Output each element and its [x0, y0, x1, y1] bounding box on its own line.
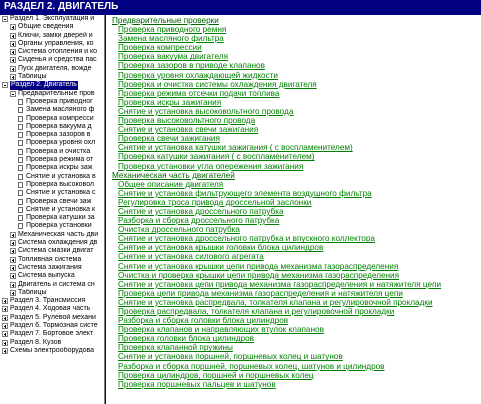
tree-item[interactable]: [0, 198, 104, 206]
document-icon: [18, 223, 23, 229]
expand-icon[interactable]: [2, 331, 8, 337]
expand-icon[interactable]: [10, 232, 16, 238]
tree-item-label: Раздел 6. Тормозная систе: [10, 321, 98, 329]
tree-item-label: Замена масляного ф: [26, 106, 95, 114]
topic-link[interactable]: Снятие и установка поршней, поршневых колец и шатунов: [118, 352, 343, 362]
tree-item-label: Проверка компресси: [26, 114, 94, 122]
tree-item-label: Снятие и установка в: [26, 172, 96, 180]
tree-item[interactable]: [0, 322, 104, 330]
topic-link[interactable]: Снятие и установка дроссельного патрубка: [118, 206, 284, 216]
tree-item-label: Проверка свечи заж: [26, 197, 92, 205]
expand-icon[interactable]: [10, 265, 16, 271]
tree-item[interactable]: [0, 48, 104, 56]
tree-item[interactable]: [0, 181, 104, 189]
tree-item[interactable]: [0, 73, 104, 81]
tree-item[interactable]: [0, 56, 104, 64]
topic-link[interactable]: Проверка и очистка системы охлаждения двигателя: [118, 79, 317, 89]
topic-link[interactable]: Проверка свечи зажигания: [118, 134, 220, 144]
tree-item[interactable]: [0, 330, 104, 338]
tree-item-label: Пуск двигателя, вожде: [18, 64, 92, 72]
tree-item-label: Система отопления и ко: [18, 48, 98, 56]
tree-item[interactable]: [0, 40, 104, 48]
tree-item-label: Проверка уровня охл: [26, 139, 96, 147]
topic-link[interactable]: Проверка искры зажигания: [118, 97, 222, 107]
expand-icon[interactable]: [10, 273, 16, 279]
topic-link[interactable]: Проверка цилиндров, поршней и поршневых колец: [118, 370, 314, 380]
expand-icon[interactable]: [10, 240, 16, 246]
expand-icon[interactable]: [10, 248, 16, 254]
tree-item-label: Раздел 7. Бортовое элект: [10, 330, 94, 338]
topic-link[interactable]: Проверка поршневых пальцев и шатунов: [118, 379, 276, 389]
tree-item[interactable]: [0, 164, 104, 172]
topic-link[interactable]: Проверка высоковольтного провода: [118, 116, 256, 126]
tree-item-label: Схемы электрооборудова: [10, 346, 95, 354]
tree-item-label: Раздел 2. Двигатель: [11, 81, 77, 89]
topic-link[interactable]: Снятие и установка высоковольтного провода: [118, 106, 294, 116]
tree-item-label: Сиденья и средства пас: [18, 56, 97, 64]
tree-item-label: Система выпуска: [18, 272, 75, 280]
expand-icon[interactable]: [2, 306, 8, 312]
tree-item-label: Механическая часть дви: [18, 230, 99, 238]
topic-link[interactable]: Снятие и установка цепи привода механизма газораспределения и натяжителя цепи: [118, 279, 442, 289]
tree-item[interactable]: [0, 239, 104, 247]
tree-item-label: Раздел 1. Эксплуатация и: [10, 15, 95, 22]
section-heading-link[interactable]: Механическая часть двигателей: [112, 170, 235, 180]
document-icon: [18, 116, 23, 122]
topic-link[interactable]: Замена масляного фильтра: [118, 34, 224, 44]
expand-icon[interactable]: [10, 290, 16, 296]
topic-link[interactable]: Очистка дроссельного патрубка: [118, 225, 240, 235]
topic-link[interactable]: Очистка и проверка крышки цепи привода механизма газораспределения: [118, 270, 400, 280]
collapse-icon[interactable]: [2, 16, 8, 22]
topic-link[interactable]: Снятие и установка крышки цепи привода механизма газораспределения: [118, 261, 399, 271]
topic-link[interactable]: Общее описание двигателя: [118, 179, 224, 189]
document-icon: [18, 215, 23, 221]
tree-item[interactable]: [0, 173, 104, 181]
topic-link[interactable]: Проверка клапанной пружины: [118, 343, 233, 353]
collapse-icon[interactable]: [2, 82, 8, 88]
tree-item[interactable]: [0, 81, 104, 89]
tree-item-label: Раздел 5. Рулевой механи: [10, 313, 96, 321]
tree-item-label: Снятие и установка к: [26, 205, 96, 213]
expand-icon[interactable]: [10, 257, 16, 263]
tree-item[interactable]: [0, 256, 104, 264]
tree-item[interactable]: [0, 156, 104, 164]
expand-icon[interactable]: [10, 74, 16, 80]
tree-item[interactable]: [0, 148, 104, 156]
topic-link[interactable]: Проверка приводного ремня: [118, 25, 227, 35]
section-heading-link[interactable]: Предварительные проверки: [112, 16, 219, 25]
document-icon: [18, 124, 23, 130]
tree-item[interactable]: [0, 106, 104, 114]
expand-icon[interactable]: [10, 49, 16, 55]
tree-item[interactable]: [0, 297, 104, 305]
tree-item-label: Проверка высоковол: [26, 180, 95, 188]
topic-link[interactable]: Проверка вакуума двигателя: [118, 52, 229, 62]
document-icon: [18, 182, 23, 188]
topic-link[interactable]: Проверка цепи привода механизма газораспределения и натяжителя цепи: [118, 288, 403, 298]
tree-item[interactable]: [0, 281, 104, 289]
tree-item[interactable]: [0, 222, 104, 230]
tree-item-label: Предварительные пров: [18, 89, 95, 97]
topic-link[interactable]: Снятие и установка распредвала, толкателя клапана и регулировочной прокладки: [118, 297, 433, 307]
tree-item-label: Проверка искры заж: [26, 164, 93, 172]
tree-item-label: Раздел 3. Трансмиссия: [10, 297, 86, 305]
topic-link[interactable]: Разборка и сборка головки блока цилиндров: [118, 316, 289, 326]
tree-item-label: Проверка режима от: [26, 156, 94, 164]
topic-link[interactable]: Снятие и установка фильтрующего элемента воздушного фильтра: [118, 188, 372, 198]
tree-item[interactable]: [0, 214, 104, 222]
tree-item-label: Система смазки двигат: [18, 247, 94, 255]
topic-link[interactable]: Проверка клапанов и направляющих втулок клапанов: [118, 325, 324, 335]
window-title: РАЗДЕЛ 2. ДВИГАТЕЛЬ: [0, 0, 481, 14]
document-icon: [18, 174, 23, 180]
expand-icon[interactable]: [2, 323, 8, 329]
topic-link[interactable]: Снятие и установка крышки головки блока цилиндров: [118, 243, 324, 253]
expand-icon[interactable]: [10, 41, 16, 47]
tree-item-label: Раздел 8. Кузов: [10, 338, 62, 346]
tree-item[interactable]: [0, 15, 104, 23]
tree-item[interactable]: [0, 23, 104, 31]
document-icon: [18, 190, 23, 196]
tree-item[interactable]: [0, 305, 104, 313]
tree-item-label: Двигатель и система сн: [18, 280, 95, 288]
document-icon: [18, 140, 23, 146]
tree-item[interactable]: [0, 231, 104, 239]
tree-item[interactable]: [0, 90, 104, 98]
tree-item[interactable]: [0, 98, 104, 106]
document-icon: [18, 165, 23, 171]
tree-item[interactable]: [0, 247, 104, 255]
tree-item-label: Система зажигания: [18, 263, 82, 271]
topic-link[interactable]: Проверка режима отсечки подачи топлива: [118, 88, 280, 98]
tree-item[interactable]: [0, 65, 104, 73]
tree-item[interactable]: [0, 131, 104, 139]
expand-icon[interactable]: [10, 24, 16, 30]
tree-item-label: Система охлаждения дв: [18, 239, 98, 247]
document-icon: [18, 132, 23, 138]
tree-item[interactable]: [0, 264, 104, 272]
tree-item-label: Таблицы: [18, 288, 47, 296]
tree-item[interactable]: [0, 206, 104, 214]
tree-item[interactable]: [0, 123, 104, 131]
expand-icon[interactable]: [2, 348, 8, 354]
tree-item[interactable]: [0, 139, 104, 147]
tree-item-label: Проверка вакуума д: [26, 122, 92, 130]
content-pane: [106, 15, 481, 404]
tree-item-label: Таблицы: [18, 73, 47, 81]
tree-item-label: Топливная система: [18, 255, 82, 263]
collapse-icon[interactable]: [10, 91, 16, 97]
tree-item[interactable]: [0, 115, 104, 123]
topic-link[interactable]: Регулировка троса привода дроссельной заслонки: [118, 197, 312, 207]
tree-item[interactable]: [0, 314, 104, 322]
tree-item-label: Раздел 4. Ходовая часть: [10, 305, 91, 313]
document-icon: [18, 107, 23, 113]
topic-link[interactable]: Проверка зазоров в приводе клапанов: [118, 61, 265, 71]
tree-item-label: Проверка и очистка: [26, 147, 91, 155]
topic-link[interactable]: Проверка распредвала, толкателя клапана и регулировочной прокладки: [118, 307, 395, 316]
topic-link[interactable]: Проверка головки блока цилиндров: [118, 334, 255, 344]
topic-link[interactable]: Снятие и установка силового агрегата: [118, 252, 264, 262]
document-icon: [18, 207, 23, 213]
expand-icon[interactable]: [2, 315, 8, 321]
expand-icon[interactable]: [10, 57, 16, 63]
tree-item[interactable]: [0, 272, 104, 280]
tree-item-label: Проверка приводног: [26, 97, 93, 105]
document-icon: [18, 199, 23, 205]
tree-item[interactable]: [0, 32, 104, 40]
expand-icon[interactable]: [10, 66, 16, 72]
contents-tree[interactable]: [0, 15, 105, 404]
topic-link[interactable]: Разборка и сборка дроссельного патрубка: [118, 216, 280, 226]
tree-item-label: Снятие и установка с: [26, 189, 96, 197]
topic-link[interactable]: Разборка и сборка поршней, поршневых колец, шатунов и цилиндров: [118, 361, 385, 371]
tree-item-label: Ключи, замки дверей и: [18, 31, 93, 39]
tree-item-label: Органы управления, ко: [18, 39, 94, 47]
tree-item[interactable]: [0, 189, 104, 197]
expand-icon[interactable]: [10, 282, 16, 288]
tree-item-label: Общие сведения: [18, 23, 74, 31]
document-icon: [18, 149, 23, 155]
tree-item[interactable]: [0, 347, 104, 355]
topic-link[interactable]: Снятие и установка дроссельного патрубка и впускного коллектора: [118, 234, 375, 244]
topic-link[interactable]: Проверка компрессии: [118, 43, 202, 53]
topic-link[interactable]: Проверка уровня охлаждающей жидкости: [118, 70, 278, 80]
topic-link[interactable]: Снятие и установка свечи зажигания: [118, 125, 259, 135]
expand-icon[interactable]: [2, 298, 8, 304]
topic-link[interactable]: Проверка установки угла опережения зажигания: [118, 161, 304, 171]
tree-item[interactable]: [0, 339, 104, 347]
expand-icon[interactable]: [10, 33, 16, 39]
tree-item-label: Проверка катушки зa: [26, 214, 95, 222]
topic-link[interactable]: Снятие и установка катушки зажигания ( с воспламенителем): [118, 143, 353, 153]
topic-link[interactable]: Проверка катушки зажигания ( с воспламенителем): [118, 152, 315, 162]
document-icon: [18, 99, 23, 105]
document-icon: [18, 157, 23, 163]
tree-item[interactable]: [0, 289, 104, 297]
expand-icon[interactable]: [2, 340, 8, 346]
tree-item-label: Проверка установки: [26, 222, 92, 230]
tree-item-label: Проверка зазоров в: [26, 131, 91, 139]
